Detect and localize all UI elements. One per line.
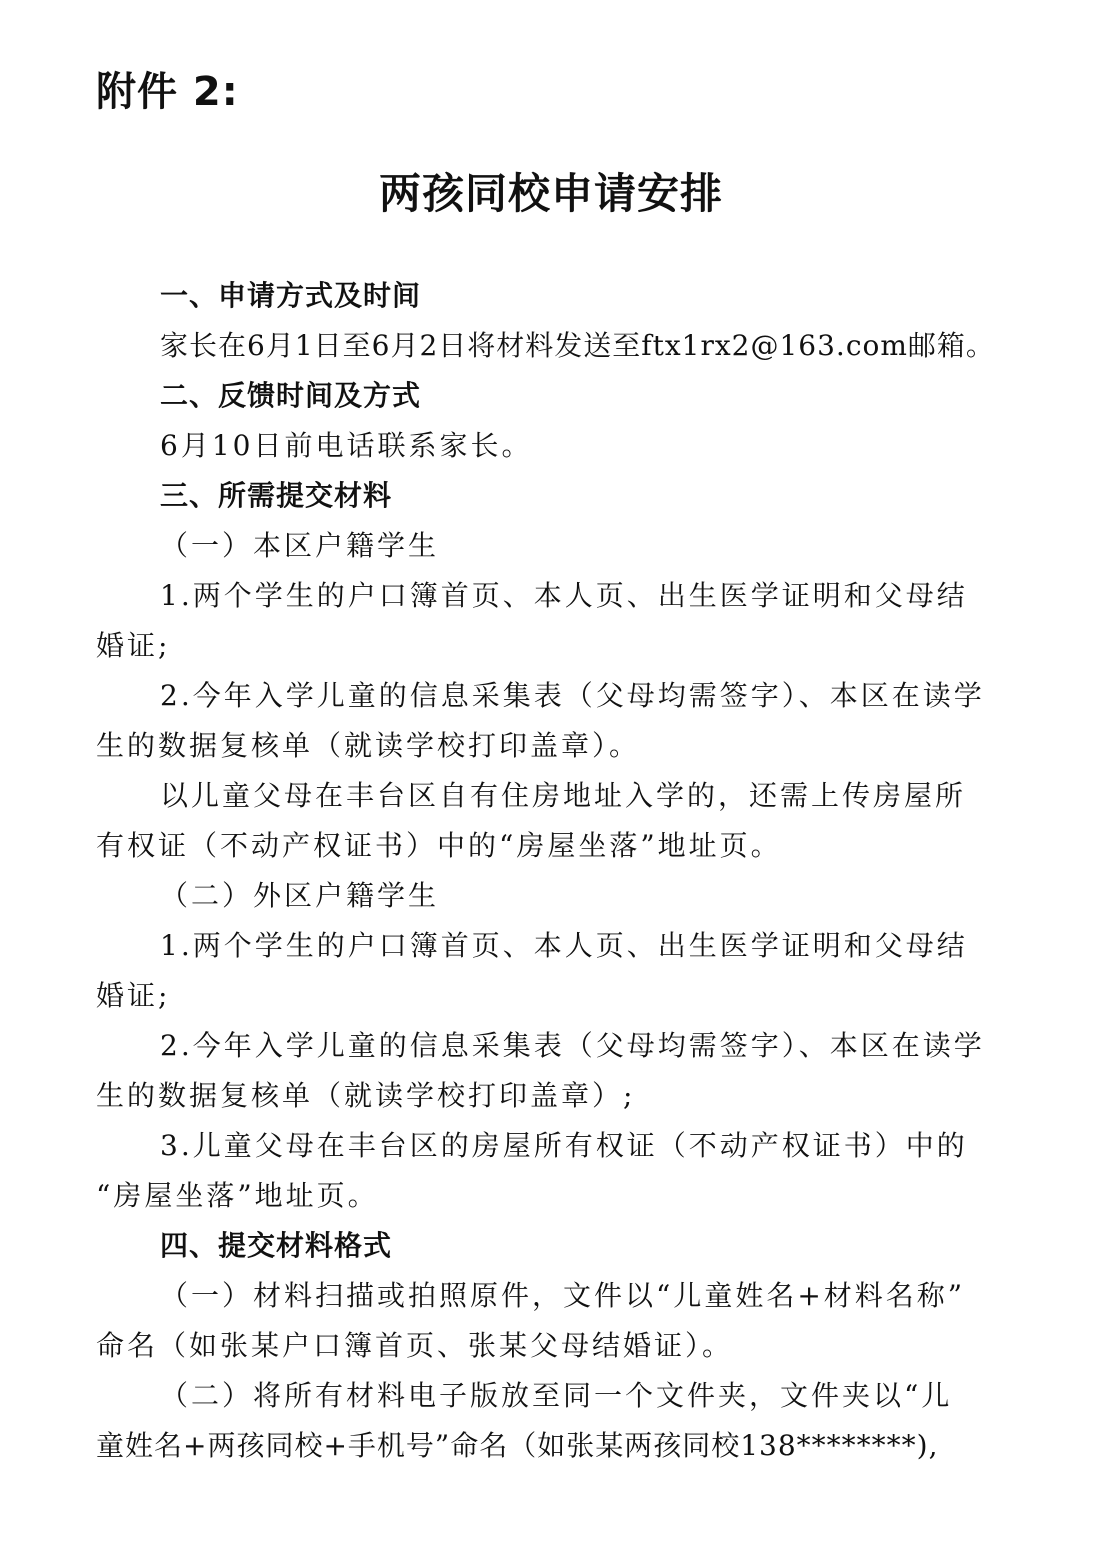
document-title: 两孩同校申请安排 xyxy=(378,169,723,218)
section-heading: 三、所需提交材料 xyxy=(160,479,393,512)
document-body xyxy=(96,271,1000,1471)
attachment-label: 附件 2: xyxy=(96,69,239,115)
body-line: 家长在6月1日至6月2日将材料发送至ftx1rx2@163.com邮箱。 xyxy=(160,329,995,362)
body-line: “房屋坐落”地址页。 xyxy=(96,1179,379,1212)
body-line: （一）本区户籍学生 xyxy=(160,529,440,562)
body-line: （二）外区户籍学生 xyxy=(160,879,440,912)
body-line: 生的数据复核单（就读学校打印盖章）; xyxy=(96,1079,636,1112)
body-line: （二）将所有材料电子版放至同一个文件夹，文件夹以“儿 xyxy=(160,1379,953,1412)
section-heading: 二、反馈时间及方式 xyxy=(160,379,422,412)
section-heading: 四、提交材料格式 xyxy=(160,1229,393,1262)
body-line: 生的数据复核单（就读学校打印盖章）。 xyxy=(96,729,641,762)
body-line: 2.今年入学儿童的信息采集表（父母均需签字）、本区在读学 xyxy=(160,1029,985,1062)
section-heading: 一、申请方式及时间 xyxy=(160,279,422,312)
body-line: 1.两个学生的户口簿首页、本人页、出生医学证明和父母结 xyxy=(160,579,968,612)
body-line: 童姓名+两孩同校+手机号”命名（如张某两孩同校138********), xyxy=(96,1429,939,1462)
body-line: 1.两个学生的户口簿首页、本人页、出生医学证明和父母结 xyxy=(160,929,968,962)
body-line: 命名（如张某户口簿首页、张某父母结婚证）。 xyxy=(96,1329,734,1362)
body-line: （一）材料扫描或拍照原件，文件以“儿童姓名+材料名称” xyxy=(160,1279,966,1312)
body-line: 婚证; xyxy=(96,629,171,662)
body-line: 以儿童父母在丰台区自有住房地址入学的，还需上传房屋所 xyxy=(160,779,967,812)
body-line: 3.儿童父母在丰台区的房屋所有权证（不动产权证书）中的 xyxy=(160,1129,968,1162)
body-line: 6月10日前电话联系家长。 xyxy=(160,429,533,462)
body-line: 有权证（不动产权证书）中的“房屋坐落”地址页。 xyxy=(96,829,782,862)
body-line: 2.今年入学儿童的信息采集表（父母均需签字）、本区在读学 xyxy=(160,679,985,712)
body-line: 婚证; xyxy=(96,979,171,1012)
